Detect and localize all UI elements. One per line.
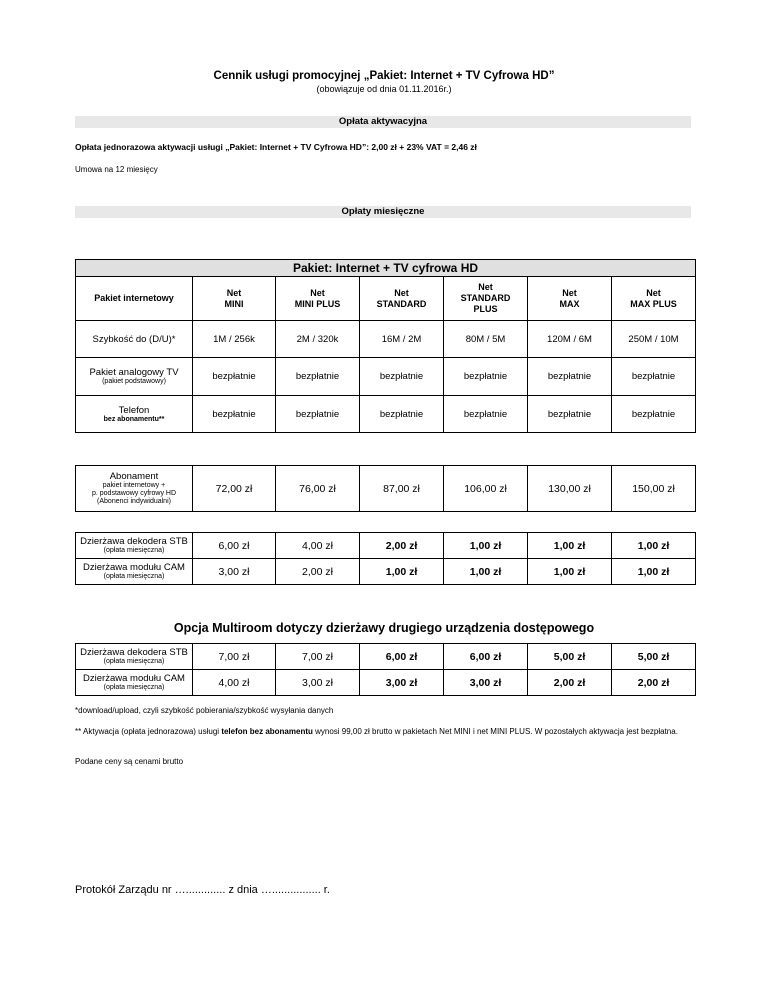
table-cell: 6,00 zł (193, 533, 276, 559)
table-cell: 1,00 zł (528, 533, 612, 559)
table-cell: 3,00 zł (444, 670, 528, 696)
table-cell: 3,00 zł (360, 670, 444, 696)
multiroom-heading: Opcja Multiroom dotyczy dzierżawy drugiego urządzenia dostępowego (173, 621, 595, 635)
stb-rental-label: Dzierżawa dekodera STB (opłata miesięczna) (76, 533, 193, 559)
phone-row (76, 396, 696, 433)
table-cell: 7,00 zł (276, 644, 360, 670)
table-cell: bezpłatnie (193, 396, 276, 433)
table-cell: 3,00 zł (276, 670, 360, 696)
table-cell: 2,00 zł (612, 670, 696, 696)
table-cell: 1,00 zł (360, 559, 444, 585)
table-cell: 2M / 320k (276, 321, 360, 358)
monthly-heading: Opłaty miesięczne (75, 206, 691, 218)
protocol-line: Protokół Zarządu nr …............. z dnia …................ r. (75, 884, 330, 896)
phone-label: Telefon bez abonamentu** (76, 396, 193, 433)
table-cell: bezpłatnie (444, 396, 528, 433)
table-cell: bezpłatnie (276, 396, 360, 433)
multiroom-stb-row (76, 644, 696, 670)
table-cell: 3,00 zł (193, 559, 276, 585)
analog-tv-label: Pakiet analogowy TV (pakiet podstawowy) (76, 358, 193, 396)
table-cell: 150,00 zł (612, 466, 696, 512)
package-mini-plus: Net MINI PLUS (276, 277, 360, 321)
stb-rental-row (76, 533, 696, 559)
table-cell: 7,00 zł (193, 644, 276, 670)
page-subtitle: (obowiązuje od dnia 01.11.2016r.) (316, 84, 452, 94)
table-cell: 1,00 zł (612, 533, 696, 559)
speed-row (76, 321, 696, 358)
table-cell: 130,00 zł (528, 466, 612, 512)
table-cell: 4,00 zł (276, 533, 360, 559)
package-header-row (76, 277, 696, 321)
table-cell: 1,00 zł (528, 559, 612, 585)
table-cell: 1M / 256k (193, 321, 276, 358)
table-cell: 120M / 6M (528, 321, 612, 358)
table-cell: 16M / 2M (360, 321, 444, 358)
table-cell: 5,00 zł (528, 644, 612, 670)
table-cell: bezpłatnie (360, 396, 444, 433)
table-cell: 6,00 zł (444, 644, 528, 670)
table-cell: bezpłatnie (528, 396, 612, 433)
cam-rental-row (76, 559, 696, 585)
page-title: Cennik usługi promocyjnej „Pakiet: Internet + TV Cyfrowa HD” (213, 70, 555, 82)
package-mini: Net MINI (193, 277, 276, 321)
multiroom-table (75, 643, 696, 696)
multiroom-stb-label: Dzierżawa dekodera STB (opłata miesięczna) (76, 644, 193, 670)
table-cell: 87,00 zł (360, 466, 444, 512)
table-cell: 250M / 10M (612, 321, 696, 358)
package-max: Net MAX (528, 277, 612, 321)
multiroom-cam-label: Dzierżawa modułu CAM (opłata miesięczna) (76, 670, 193, 696)
speed-label: Szybkość do (D/U)* (76, 321, 193, 358)
footnote-speed: *download/upload, czyli szybkość pobierania/szybkość wysyłania danych (75, 706, 334, 715)
activation-heading: Opłata aktywacyjna (75, 116, 691, 128)
main-price-table (75, 259, 696, 433)
table-cell: 2,00 zł (276, 559, 360, 585)
table-cell: bezpłatnie (276, 358, 360, 396)
table-cell: 2,00 zł (360, 533, 444, 559)
table-cell: 80M / 5M (444, 321, 528, 358)
table-cell: 106,00 zł (444, 466, 528, 512)
table-cell: bezpłatnie (612, 396, 696, 433)
table-cell: 1,00 zł (444, 533, 528, 559)
subscription-label: Abonament pakiet internetowy + p. podstawowy cyfrowy HD (Abonenci indywidualni) (76, 466, 193, 512)
package-standard: Net STANDARD (360, 277, 444, 321)
subscription-table (75, 465, 696, 512)
package-standard-plus: Net STANDARD PLUS (444, 277, 528, 321)
table-cell: bezpłatnie (360, 358, 444, 396)
table-cell: bezpłatnie (444, 358, 528, 396)
table-cell: 76,00 zł (276, 466, 360, 512)
table-cell: 2,00 zł (528, 670, 612, 696)
table-cell: 1,00 zł (612, 559, 696, 585)
cam-rental-label: Dzierżawa modułu CAM (opłata miesięczna) (76, 559, 193, 585)
multiroom-cam-row (76, 670, 696, 696)
table-cell: 72,00 zł (193, 466, 276, 512)
package-max-plus: Net MAX PLUS (612, 277, 696, 321)
subscription-row (76, 466, 696, 512)
package-col-header: Pakiet internetowy (76, 277, 193, 321)
table-cell: 1,00 zł (444, 559, 528, 585)
rental-table (75, 532, 696, 585)
table-cell: 5,00 zł (612, 644, 696, 670)
main-table-title: Pakiet: Internet + TV cyfrowa HD (76, 260, 696, 277)
activation-fee-line: Opłata jednorazowa aktywacji usługi „Pakiet: Internet + TV Cyfrowa HD”: 2,00 zł + 23% VAT = 2,46 zł (75, 142, 477, 152)
table-cell: bezpłatnie (193, 358, 276, 396)
table-cell: 4,00 zł (193, 670, 276, 696)
table-cell: 6,00 zł (360, 644, 444, 670)
footnote-gross-prices: Podane ceny są cenami brutto (75, 757, 184, 766)
footnote-phone-activation: ** Aktywacja (opłata jednorazowa) usługi telefon bez abonamentu wynosi 99,00 zł brutto w pakietach Net MINI i net MINI PLUS. W pozostałych aktywacja jest bezpłatna. (75, 727, 678, 736)
table-cell: bezpłatnie (528, 358, 612, 396)
analog-tv-row (76, 358, 696, 396)
contract-term: Umowa na 12 miesięcy (75, 165, 158, 174)
table-cell: bezpłatnie (612, 358, 696, 396)
